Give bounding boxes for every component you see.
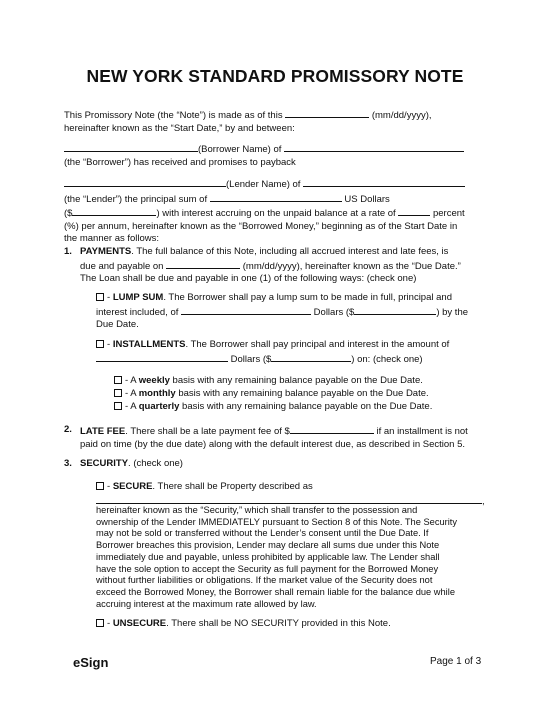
borrower-address-field[interactable]: [284, 142, 464, 152]
weekly-checkbox[interactable]: [114, 376, 122, 384]
weekly-option: - A weekly basis with any remaining balance payable on the Due Date.: [114, 374, 514, 387]
installment-words-field[interactable]: [96, 352, 228, 362]
secure-checkbox[interactable]: [96, 482, 104, 490]
principal-sum-amount-field[interactable]: [72, 206, 156, 216]
security-heading: SECURITY: [80, 458, 129, 469]
due-date-field[interactable]: [166, 259, 240, 269]
lump-sum-words-field[interactable]: [181, 305, 311, 315]
installments-checkbox[interactable]: [96, 340, 104, 348]
late-fee-heading: LATE FEE: [80, 426, 126, 437]
section-number-security: 3.: [64, 458, 72, 469]
installment-frequency-options: [114, 374, 514, 414]
lender-address-field[interactable]: [303, 177, 465, 187]
late-fee-section: LATE FEE. There shall be a late payment fee of $ if an installment is not paid on time (by the due date) along with the default interest due, as described in Section 5.: [80, 426, 468, 450]
lump-sum-checkbox[interactable]: [96, 293, 104, 301]
page-number: Page 1 of 3: [430, 656, 482, 667]
quarterly-checkbox[interactable]: [114, 402, 122, 410]
borrower-section: (Borrower Name) of (the “Borrower”) has received and promises to payback: [64, 142, 494, 169]
document-title: NEW YORK STANDARD PROMISSORY NOTE: [86, 66, 464, 86]
borrower-name-field[interactable]: [64, 142, 198, 152]
start-date-field[interactable]: [285, 108, 369, 118]
payments-section: PAYMENTS. The full balance of this Note, including all accrued interest and late fees, is due and payable on (mm/dd/yyyy), hereinafter known as the “Due Date.” The Loan shall be due and payable in one (1) of the following ways: (check one): [80, 246, 461, 285]
property-description-field[interactable]: [96, 494, 482, 504]
section-number-payments: 1.: [64, 246, 72, 257]
lender-name-field[interactable]: [64, 177, 226, 187]
interest-rate-field[interactable]: [398, 206, 430, 216]
unsecure-checkbox[interactable]: [96, 619, 104, 627]
monthly-option: - A monthly basis with any remaining balance payable on the Due Date.: [114, 387, 514, 400]
lump-sum-amount-field[interactable]: [354, 305, 436, 315]
secure-option: - SECURE. There shall be Property described as ,: [96, 481, 516, 508]
lump-sum-option: - LUMP SUM. The Borrower shall pay a lump sum to be made in full, principal and interest included, of Dollars ($ ) by the Due Date.: [96, 292, 469, 331]
installment-amount-field[interactable]: [271, 352, 351, 362]
quarterly-option: - A quarterly basis with any remaining balance payable on the Due Date.: [114, 400, 514, 413]
security-section: SECURITY. (check one): [80, 458, 183, 469]
payments-heading: PAYMENTS: [80, 246, 132, 257]
unsecure-option: - UNSECURE. There shall be NO SECURITY provided in this Note.: [96, 618, 516, 631]
security-terms-paragraph: hereinafter known as the “Security,” which shall transfer to the possession and ownership of the Lender IMMEDIATELY pursuant to Section 8 of this Note. The Security may not be sold or transferred without the Lender’s consent until the Due Date. If Borrower breaches this provision, Lender may declare all sums due under this Note immediately due and payable, unless prohibited by applicable law. The Lender shall have the sole option to accept the Security as full payment for the Borrowed Money without further liabilities or obligations. If the market value of the Security does not exceed the Borrowed Money, the Borrower shall remain liable for the balance due while accruing interest at the maximum rate allowed by law.: [96, 505, 458, 609]
esign-logo: eSign: [73, 655, 109, 670]
lender-section: (Lender Name) of (the “Lender”) the principal sum of US Dollars ($ ) with interest accruing on the unpaid balance at a rate of percent (%) per annum, hereinafter known as the “Borrowed Money,” beginning as of the Start Date in the manner as follows:: [64, 179, 465, 245]
section-number-late-fee: 2.: [64, 424, 72, 435]
monthly-checkbox[interactable]: [114, 389, 122, 397]
late-fee-amount-field[interactable]: [290, 424, 374, 434]
principal-sum-words-field[interactable]: [210, 192, 342, 202]
installments-option: - INSTALLMENTS. The Borrower shall pay principal and interest in the amount of Dollars ($ ) on: (check one): [96, 339, 516, 366]
intro-section: This Promissory Note (the “Note”) is made as of this (mm/dd/yyyy), hereinafter known as the “Start Date,” by and between:: [64, 110, 432, 134]
